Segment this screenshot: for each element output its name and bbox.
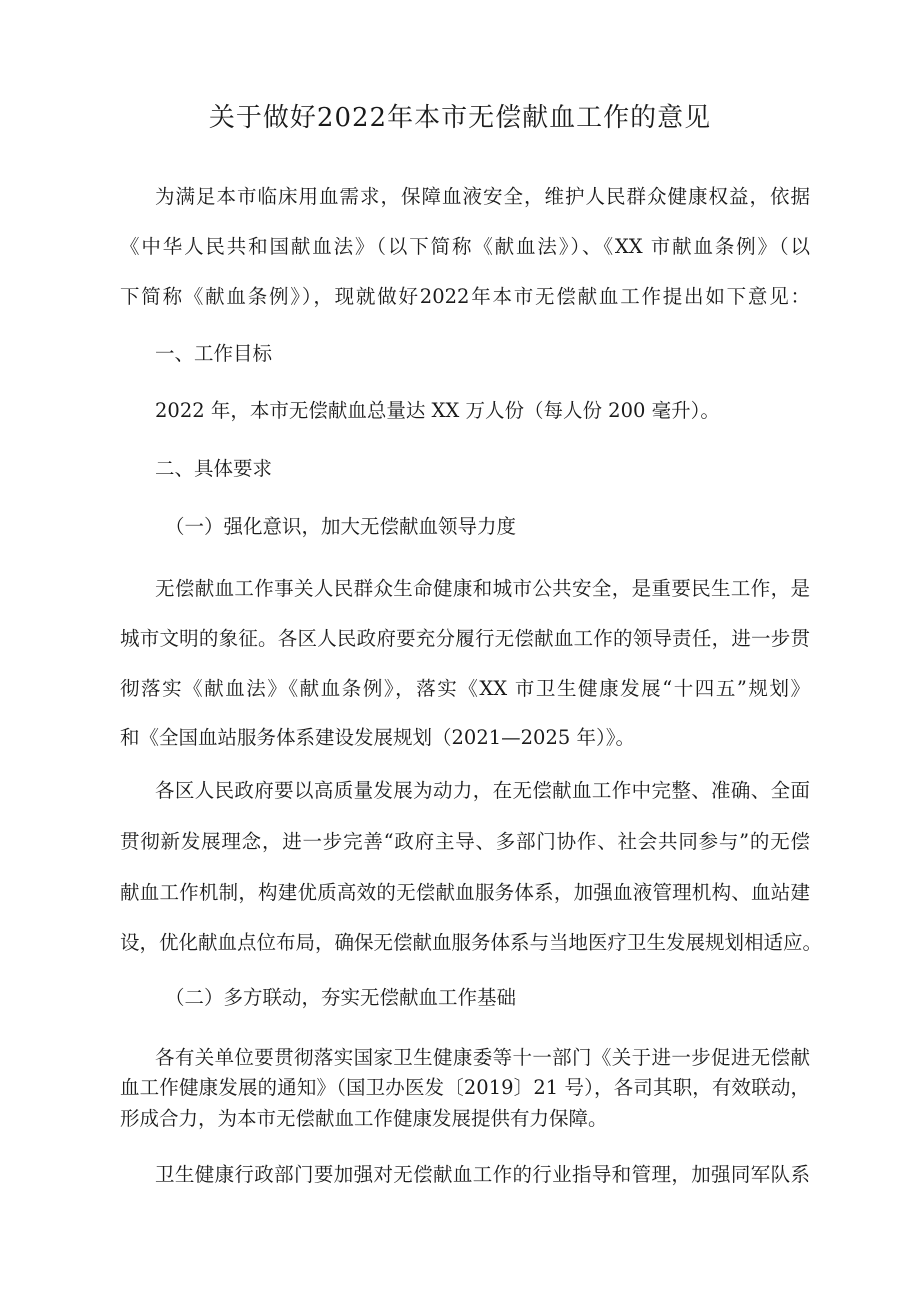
subsection2-heading: （二）多方联动，夯实无偿献血工作基础 <box>165 986 517 1009</box>
section2-heading: 二、具体要求 <box>155 457 273 480</box>
sub1-para2-line-1: 各区人民政府要以高质量发展为动力，在无偿献血工作中完整、准确、全面 <box>155 779 810 802</box>
sub2-para1-line-3: 形成合力，为本市无偿献血工作健康发展提供有力保障。 <box>120 1107 608 1130</box>
section1-text: 2022 年，本市无偿献血总量达 XX 万人份（每人份 200 毫升）。 <box>155 399 720 422</box>
sub1-para2-line-2: 贯彻新发展理念，进一步完善“政府主导、多部门协作、社会共同参与”的无偿 <box>120 830 810 853</box>
subsection1-heading: （一）强化意识，加大无偿献血领导力度 <box>165 515 517 538</box>
sub2-para1-line-1: 各有关单位要贯彻落实国家卫生健康委等十一部门《关于进一步促进无偿献 <box>155 1046 810 1069</box>
sub1-para1-line-4: 和《全国血站服务体系建设发展规划（2021—2025 年）》。 <box>120 726 635 749</box>
sub2-para2-line-1: 卫生健康行政部门要加强对无偿献血工作的行业指导和管理，加强同军队系 <box>155 1163 810 1186</box>
sub1-para1-line-1: 无偿献血工作事关人民群众生命健康和城市公共安全，是重要民生工作，是 <box>155 577 810 600</box>
intro-line-1: 为满足本市临床用血需求，保障血液安全，维护人民群众健康权益，依据 <box>155 185 810 208</box>
sub2-para1-line-2: 血工作健康发展的通知》（国卫办医发〔2019〕21 号），各司其职，有效联动， <box>120 1076 810 1099</box>
document-title: 关于做好2022年本市无偿献血工作的意见 <box>208 103 712 133</box>
sub1-para2-line-3: 献血工作机制，构建优质高效的无偿献血服务体系，加强血液管理机构、血站建 <box>120 881 810 904</box>
sub1-para1-line-2: 城市文明的象征。各区人民政府要充分履行无偿献血工作的领导责任，进一步贯 <box>120 627 810 650</box>
intro-line-2: 《中华人民共和国献血法》（以下简称《献血法》）、《XX 市献血条例》（以 <box>120 235 810 258</box>
sub1-para1-line-3: 彻落实《献血法》《献血条例》，落实《XX 市卫生健康发展“十四五”规划》 <box>120 677 810 700</box>
section1-heading: 一、工作目标 <box>155 342 273 365</box>
intro-line-3: 下简称《献血条例》），现就做好2022年本市无偿献血工作提出如下意见： <box>120 285 810 308</box>
sub1-para2-line-4: 设，优化献血点位布局，确保无偿献血服务体系与当地医疗卫生发展规划相适应。 <box>120 931 823 954</box>
